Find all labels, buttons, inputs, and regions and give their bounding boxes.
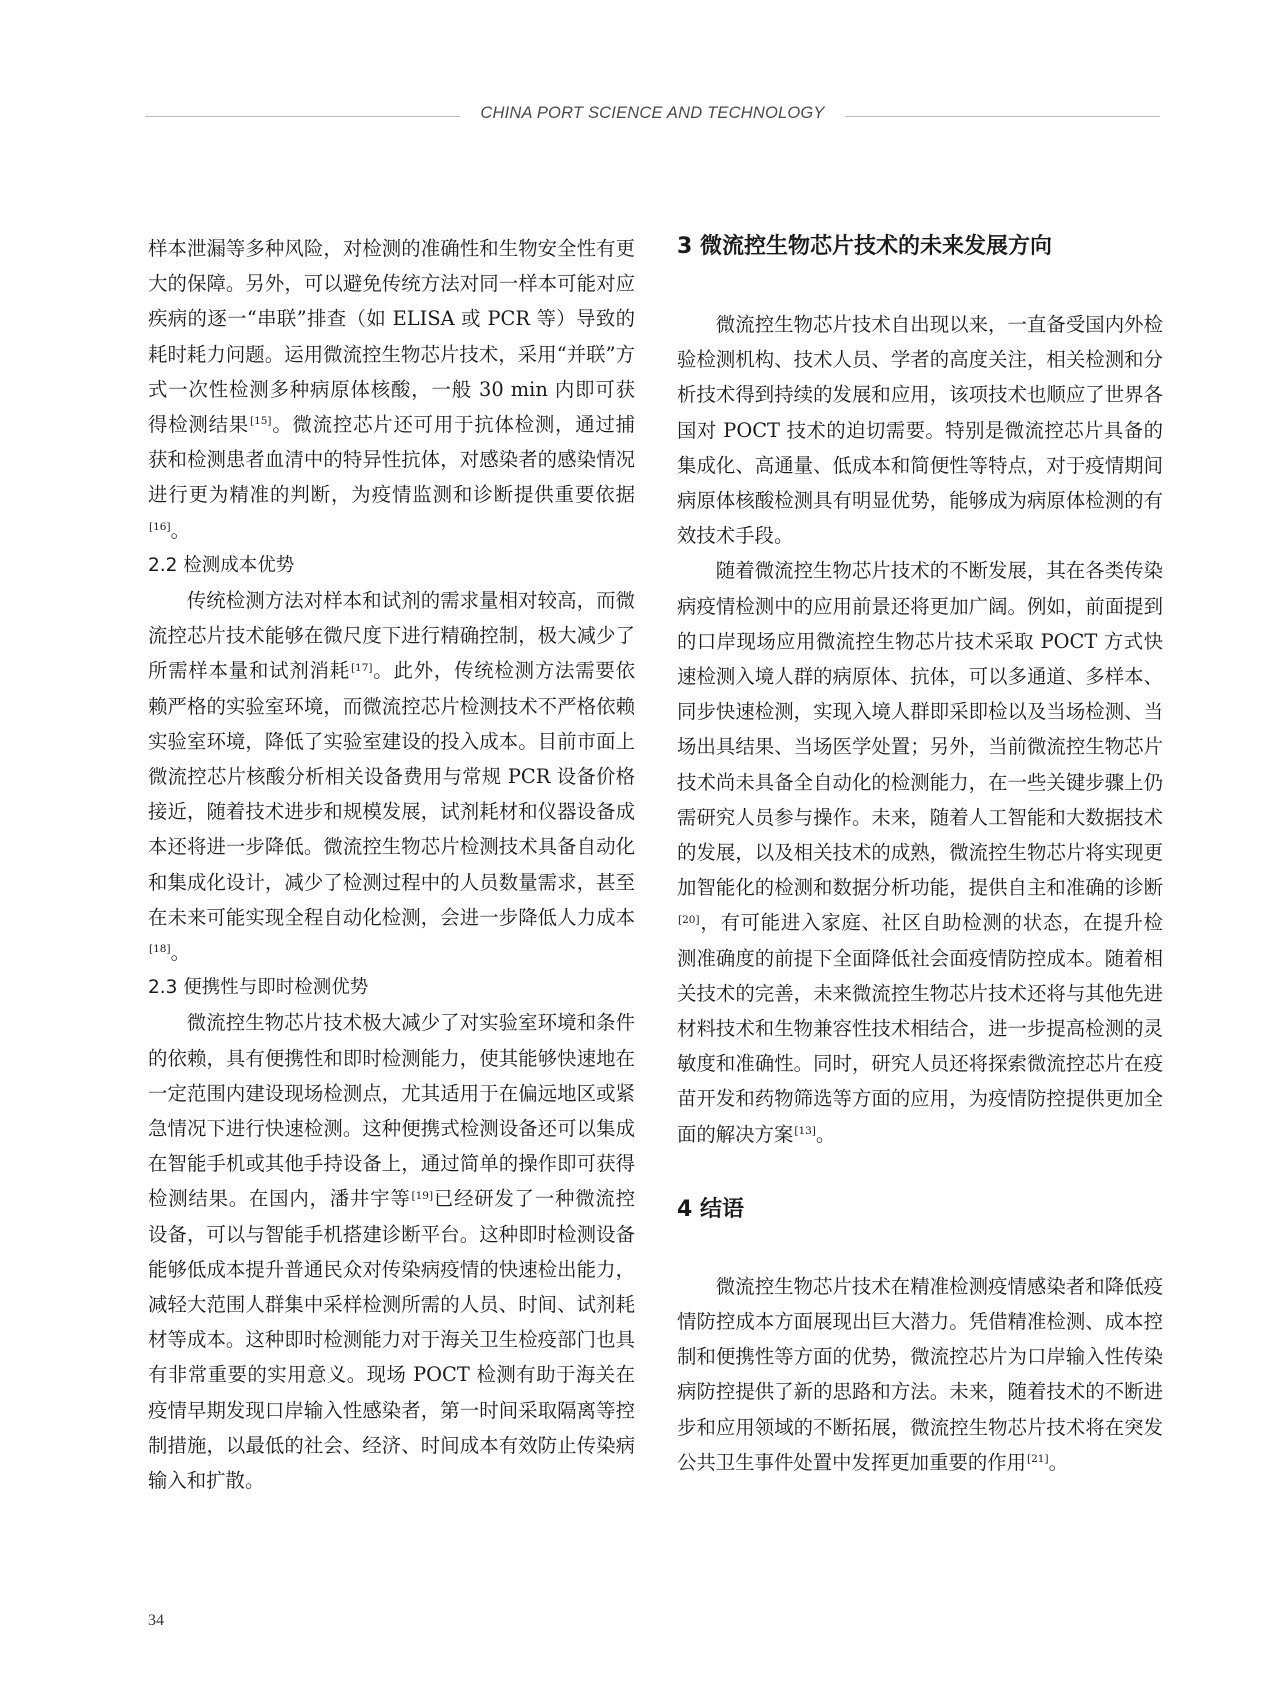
section-heading-4: 4 结语 xyxy=(677,1196,744,1222)
subsection-heading-2-2: 2.2 检测成本优势 xyxy=(148,554,295,576)
paragraph-future-a: 微流控生物芯片技术自出现以来，一直备受国内外检验检测机构、技术人员、学者的高度关注，相关检测和分析技术得到持续的发展和应用，该项技术也顺应了世界各国对 POCT 技术的迫切需要。特别是微流控芯片具备的集成化、高通量、低成本和简便性等特点，对于疫情期间病原体核酸检测具有明显优势，能够成为病原体检测的有效技术手段。 xyxy=(677,313,1163,548)
page-number: 34 xyxy=(148,1612,164,1629)
right-column xyxy=(677,231,1163,1480)
citation-ref: [18] xyxy=(149,943,171,956)
citation-ref: [20] xyxy=(678,913,700,926)
citation-ref: [16] xyxy=(149,520,171,533)
citation-ref: [21] xyxy=(1027,1453,1049,1466)
journal-title: CHINA PORT SCIENCE AND TECHNOLOGY xyxy=(480,104,825,122)
section-heading-3: 3 微流控生物芯片技术的未来发展方向 xyxy=(677,234,1052,259)
running-header xyxy=(145,100,1160,132)
paragraph-portability: 微流控生物芯片技术极大减少了对实验室环境和条件的依赖，具有便携性和即时检测能力，使其能够快速地在一定范围内建设现场检测点，尤其适用于在偏远地区或紧急情况下进行快速检测。这种便携式检测设备还可以集成在智能手机或其他手持设备上，通过简单的操作即可获得检测结果。在国内，潘井宇等[19]已经研发了一种微流控设备，可以与智能手机搭建诊断平台。这种即时检测设备能够低成本提升普通民众对传染病疫情的快速检出能力，减轻大范围人群集中采样检测所需的人员、时间、试剂耗材等成本。这种即时检测能力对于海关卫生检疫部门也具有非常重要的实用意义。现场 POCT 检测有助于海关在疫情早期发现口岸输入性感染者，第一时间采取隔离等控制措施，以最低的社会、经济、时间成本有效防止传染病输入和扩散。 xyxy=(148,1011,636,1493)
subsection-heading-2-3: 2.3 便携性与即时检测优势 xyxy=(148,977,369,999)
paragraph-conclusion: 微流控生物芯片技术在精准检测疫情感染者和降低疫情防控成本方面展现出巨大潜力。凭借精准检测、成本控制和便携性等方面的优势，微流控芯片为口岸输入性传染病防控提供了新的思路和方法。未来，随着技术的不断进步和应用领域的不断拓展，微流控生物芯片技术将在突发公共卫生事件处置中发挥更加重要的作用[21]。 xyxy=(677,1274,1163,1474)
paragraph-intro-continued: 样本泄漏等多种风险，对检测的准确性和生物安全性有更大的保障。另外，可以避免传统方法对同一样本可能对应疾病的逐一“串联”排查（如 ELISA 或 PCR 等）导致的耗时耗力问题。运用微流控生物芯片技术，采用“并联”方式一次性检测多种病原体核酸，一般 30 min 内即可获得检测结果[15]。微流控芯片还可用于抗体检测，通过捕获和检测患者血清中的特异性抗体，对感染者的感染情况进行更为精准的判断，为疫情监测和诊断提供重要依据[16]。 xyxy=(148,237,636,542)
citation-ref: [13] xyxy=(794,1124,816,1137)
citation-ref: [17] xyxy=(350,661,373,674)
paragraph-cost-advantage: 传统检测方法对样本和试剂的需求量相对较高，而微流控芯片技术能够在微尺度下进行精确控制，极大减少了所需样本量和试剂消耗[17]。此外，传统检测方法需要依赖严格的实验室环境，而微流控芯片检测技术不严格依赖实验室环境，降低了实验室建设的投入成本。目前市面上微流控芯片核酸分析相关设备费用与常规 PCR 设备价格接近，随着技术进步和规模发展，试剂耗材和仪器设备成本还将进一步降低。微流控生物芯片检测技术具备自动化和集成化设计，减少了检测过程中的人员数量需求，甚至在未来可能实现全程自动化检测，会进一步降低人力成本[18]。 xyxy=(148,589,636,965)
left-column xyxy=(148,231,635,1498)
header-rule-left xyxy=(145,116,460,117)
header-rule-right xyxy=(845,116,1160,117)
citation-ref: [19] xyxy=(411,1189,434,1202)
paragraph-future-b: 随着微流控生物芯片技术的不断发展，其在各类传染病疫情检测中的应用前景还将更加广阔。例如，前面提到的口岸现场应用微流控生物芯片技术采取 POCT 方式快速检测入境人群的病原体、抗体，可以多通道、多样本、同步快速检测，实现入境人群即采即检以及当场检测、当场出具结果、当场医学处置；另外，当前微流控生物芯片技术尚未具备全自动化的检测能力，在一些关键步骤上仍需研究人员参与操作。未来，随着人工智能和大数据技术的发展，以及相关技术的成熟，微流控生物芯片将实现更加智能化的检测和数据分析功能，提供自主和准确的诊断[20]，有可能进入家庭、社区自助检测的状态，在提升检测准确度的前提下全面降低社会面疫情防控成本。随着相关技术的完善，未来微流控生物芯片技术还将与其他先进材料技术和生物兼容性技术相结合，进一步提高检测的灵敏度和准确性。同时，研究人员还将探索微流控芯片在疫苗开发和药物筛选等方面的应用，为疫情防控提供更加全面的解决方案[13]。 xyxy=(677,559,1163,1146)
citation-ref: [15] xyxy=(249,415,272,428)
